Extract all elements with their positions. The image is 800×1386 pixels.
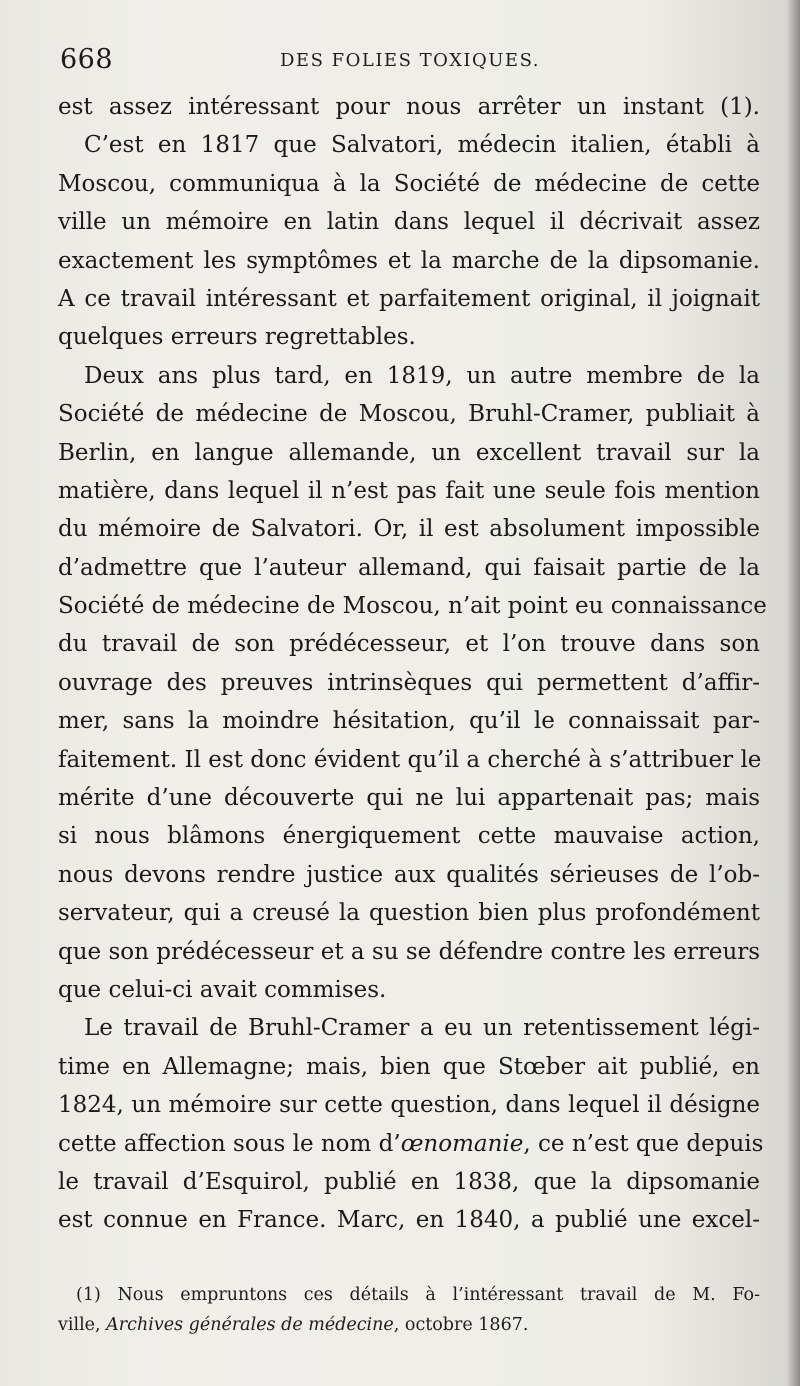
- footnote-line: (1) Nous empruntons ces détails à l’intéressant travail de M. Fo-: [76, 1285, 760, 1305]
- italic-term: œnomanie: [400, 1130, 524, 1157]
- text-line: servateur, qui a creusé la question bien plus profondément: [58, 900, 760, 927]
- page-edge-shadow: [786, 0, 800, 1386]
- text-segment: , octobre 1867.: [393, 1315, 529, 1335]
- text-line: Le travail de Bruhl-Cramer a eu un retentissement légi-: [84, 1015, 760, 1042]
- text-line: Société de médecine de Moscou, n’ait point eu connaissance: [58, 593, 767, 620]
- text-line: si nous blâmons énergiquement cette mauvaise action,: [58, 823, 760, 850]
- text-line: matière, dans lequel il n’est pas fait une seule fois mention: [58, 477, 760, 504]
- footnote-line: [58, 1310, 760, 1340]
- text-line: Deux ans plus tard, en 1819, un autre membre de la: [84, 362, 760, 389]
- text-line: exactement les symptômes et la marche de la dipsomanie.: [58, 247, 760, 274]
- text-segment: cette affection sous le nom d’: [58, 1130, 401, 1157]
- text-line: que celui-ci avait commises.: [58, 976, 387, 1003]
- text-line: time en Allemagne; mais, bien que Stœber ait publié, en: [58, 1053, 760, 1080]
- text-line: quelques erreurs regrettables.: [58, 324, 416, 351]
- text-line: du mémoire de Salvatori. Or, il est absolument impossible: [58, 516, 760, 543]
- footnote: [58, 1280, 760, 1340]
- text-line: Berlin, en langue allemande, un excellent travail sur la: [58, 439, 760, 466]
- text-line: du travail de son prédécesseur, et l’on trouve dans son: [58, 631, 760, 658]
- text-line: C’est en 1817 que Salvatori, médecin italien, établi à: [84, 132, 760, 159]
- text-line: A ce travail intéressant et parfaitement original, il joignait: [58, 285, 760, 312]
- page-number: 668: [60, 44, 114, 75]
- text-line: le travail d’Esquirol, publié en 1838, que la dipsomanie: [58, 1168, 760, 1195]
- text-line: est connue en France. Marc, en 1840, a publié une excel-: [58, 1207, 760, 1234]
- text-line: faitement. Il est donc évident qu’il a cherché à s’attribuer le: [58, 746, 762, 773]
- text-segment: ville,: [58, 1315, 107, 1335]
- text-line-with-italic: [58, 1125, 764, 1163]
- text-line: est assez intéressant pour nous arrêter un instant (1).: [58, 94, 760, 120]
- text-line: mer, sans la moindre hésitation, qu’il le connaissait par-: [58, 708, 760, 735]
- page-header: [60, 40, 760, 80]
- italic-citation: Archives générales de médecine: [106, 1315, 394, 1335]
- text-line: ouvrage des preuves intrinsèques qui permettent d’affir-: [58, 669, 760, 696]
- text-line: Moscou, communiqua à la Société de médecine de cette: [58, 170, 760, 197]
- text-line: ville un mémoire en latin dans lequel il décrivait assez: [58, 209, 760, 236]
- text-line: d’admettre que l’auteur allemand, qui faisait partie de la: [58, 554, 760, 581]
- text-line: mérite d’une découverte qui ne lui appartenait pas; mais: [58, 785, 760, 812]
- text-line: Société de médecine de Moscou, Bruhl-Cramer, publiait à: [58, 401, 760, 428]
- text-line: nous devons rendre justice aux qualités sérieuses de l’ob-: [58, 861, 760, 888]
- running-title: DES FOLIES TOXIQUES.: [280, 50, 540, 71]
- body-text: [58, 88, 767, 1240]
- text-line: 1824, un mémoire sur cette question, dans lequel il désigne: [58, 1092, 760, 1119]
- text-line: que son prédécesseur et a su se défendre contre les erreurs: [58, 938, 761, 965]
- text-segment: , ce n’est que depuis: [523, 1130, 764, 1157]
